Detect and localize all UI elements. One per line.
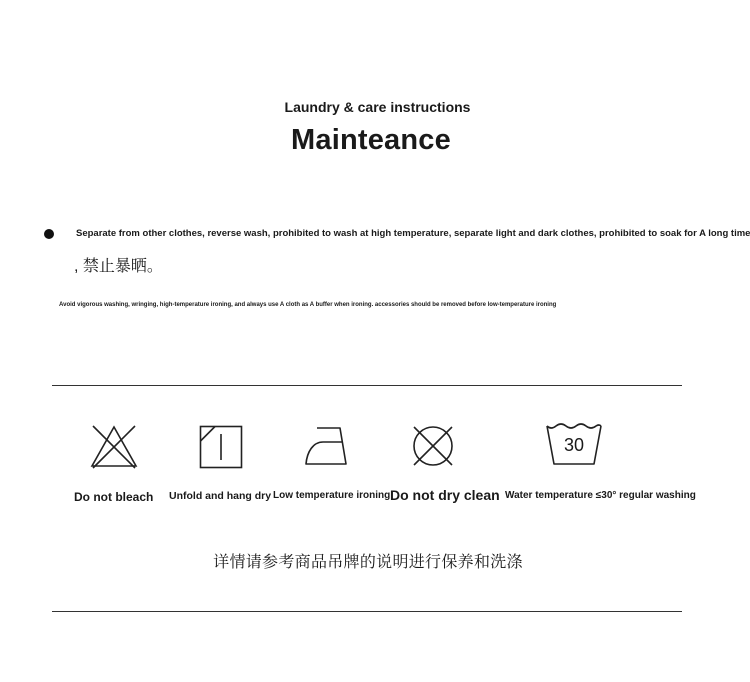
label-wash-temperature: Water temperature ≤30° regular washing (505, 490, 696, 501)
label-do-not-dry-clean: Do not dry clean (390, 487, 500, 503)
divider-top (52, 385, 682, 386)
do-not-dry-clean-icon (410, 423, 456, 469)
instruction-line-2: , 禁止暴晒。 (74, 258, 163, 275)
subtitle: Laundry & care instructions (284, 99, 471, 115)
instruction-line-1: Separate from other clothes, reverse wash, prohibited to wash at high temperature, separate light and dark clothes, prohibited to soak for A long time (76, 228, 750, 239)
divider-bottom (52, 611, 682, 612)
footer-note: 详情请参考商品吊牌的说明进行保养和洗涤 (213, 554, 523, 571)
low-temp-iron-icon (303, 424, 349, 468)
hang-dry-icon (199, 425, 243, 469)
do-not-bleach-icon (89, 424, 139, 470)
bullet-dot-icon (44, 229, 54, 239)
label-hang-dry: Unfold and hang dry (169, 490, 272, 502)
instruction-line-3: Avoid vigorous washing, wringing, high-temperature ironing, and always use A cloth as A buffer when ironing. accessories should be removed before low-temperature ironing (59, 302, 557, 308)
label-do-not-bleach: Do not bleach (74, 490, 154, 504)
wash-temperature-value: 30 (563, 435, 585, 455)
label-low-temp-iron: Low temperature ironing (273, 490, 391, 501)
page-title: Mainteance (291, 124, 451, 156)
